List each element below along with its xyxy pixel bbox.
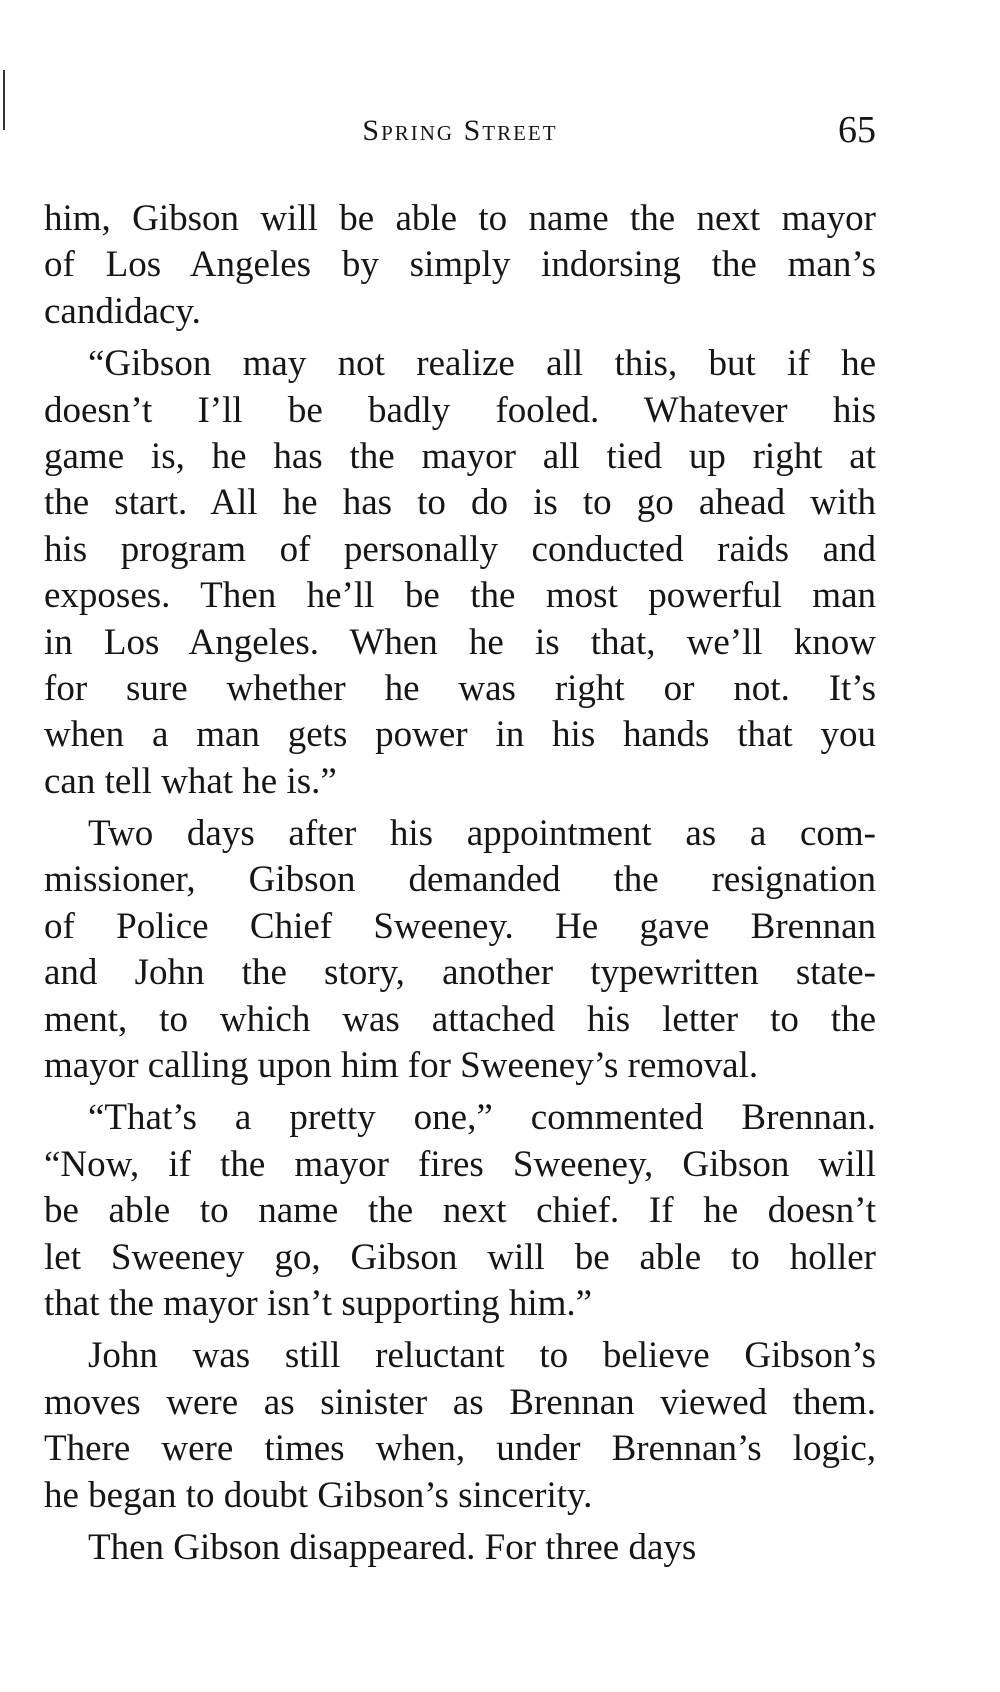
text-line: he began to doubt Gibson’s sincerity. bbox=[44, 1474, 593, 1516]
paragraph bbox=[44, 1333, 876, 1519]
text-line: the start. All he has to do is to go ahead with bbox=[44, 482, 876, 524]
body-text bbox=[44, 196, 876, 1571]
text-line: doesn’t I’ll be badly fooled. Whatever his bbox=[44, 389, 876, 431]
text-line: that the mayor isn’t supporting him.” bbox=[44, 1282, 593, 1324]
text-line: game is, he has the mayor all tied up right at bbox=[44, 435, 876, 477]
text-line: of Police Chief Sweeney. He gave Brennan bbox=[44, 905, 876, 947]
paragraph bbox=[44, 341, 876, 805]
text-line: moves were as sinister as Brennan viewed them. bbox=[44, 1381, 876, 1423]
paragraph bbox=[44, 1095, 876, 1327]
text-line: and John the story, another typewritten state- bbox=[44, 952, 876, 994]
margin-mark bbox=[3, 70, 5, 130]
text-line: when a man gets power in his hands that you bbox=[44, 714, 876, 756]
running-head bbox=[44, 108, 876, 158]
text-line: “That’s a pretty one,” commented Brennan. bbox=[88, 1097, 876, 1139]
paragraph bbox=[44, 196, 876, 335]
text-line: can tell what he is.” bbox=[44, 760, 337, 802]
text-line: “Now, if the mayor fires Sweeney, Gibson will bbox=[44, 1143, 876, 1185]
text-line: ment, to which was attached his letter to the bbox=[44, 998, 876, 1040]
text-line: “Gibson may not realize all this, but if he bbox=[88, 343, 876, 385]
text-line: mayor calling upon him for Sweeney’s removal. bbox=[44, 1045, 759, 1087]
page-number: 65 bbox=[838, 109, 876, 151]
text-line: Two days after his appointment as a com- bbox=[88, 813, 876, 855]
text-line: John was still reluctant to believe Gibson’s bbox=[88, 1335, 876, 1377]
text-line: of Los Angeles by simply indorsing the man’s bbox=[44, 244, 876, 286]
paragraph bbox=[44, 1525, 876, 1571]
text-line: missioner, Gibson demanded the resignation bbox=[44, 859, 876, 901]
text-line: There were times when, under Brennan’s logic, bbox=[44, 1428, 876, 1470]
text-line: candidacy. bbox=[44, 290, 201, 332]
text-line: be able to name the next chief. If he doesn’t bbox=[44, 1190, 876, 1232]
running-title: Spring Street bbox=[362, 114, 558, 147]
text-line: for sure whether he was right or not. It’s bbox=[44, 667, 876, 709]
text-line: exposes. Then he’ll be the most powerful man bbox=[44, 575, 876, 617]
paragraph bbox=[44, 811, 876, 1089]
text-line: Then Gibson disappeared. For three days bbox=[88, 1526, 697, 1568]
text-line: let Sweeney go, Gibson will be able to holler bbox=[44, 1236, 876, 1278]
text-line: his program of personally conducted raids and bbox=[44, 528, 876, 570]
text-line: in Los Angeles. When he is that, we’ll know bbox=[44, 621, 876, 663]
text-line: him, Gibson will be able to name the next mayor bbox=[44, 198, 876, 239]
